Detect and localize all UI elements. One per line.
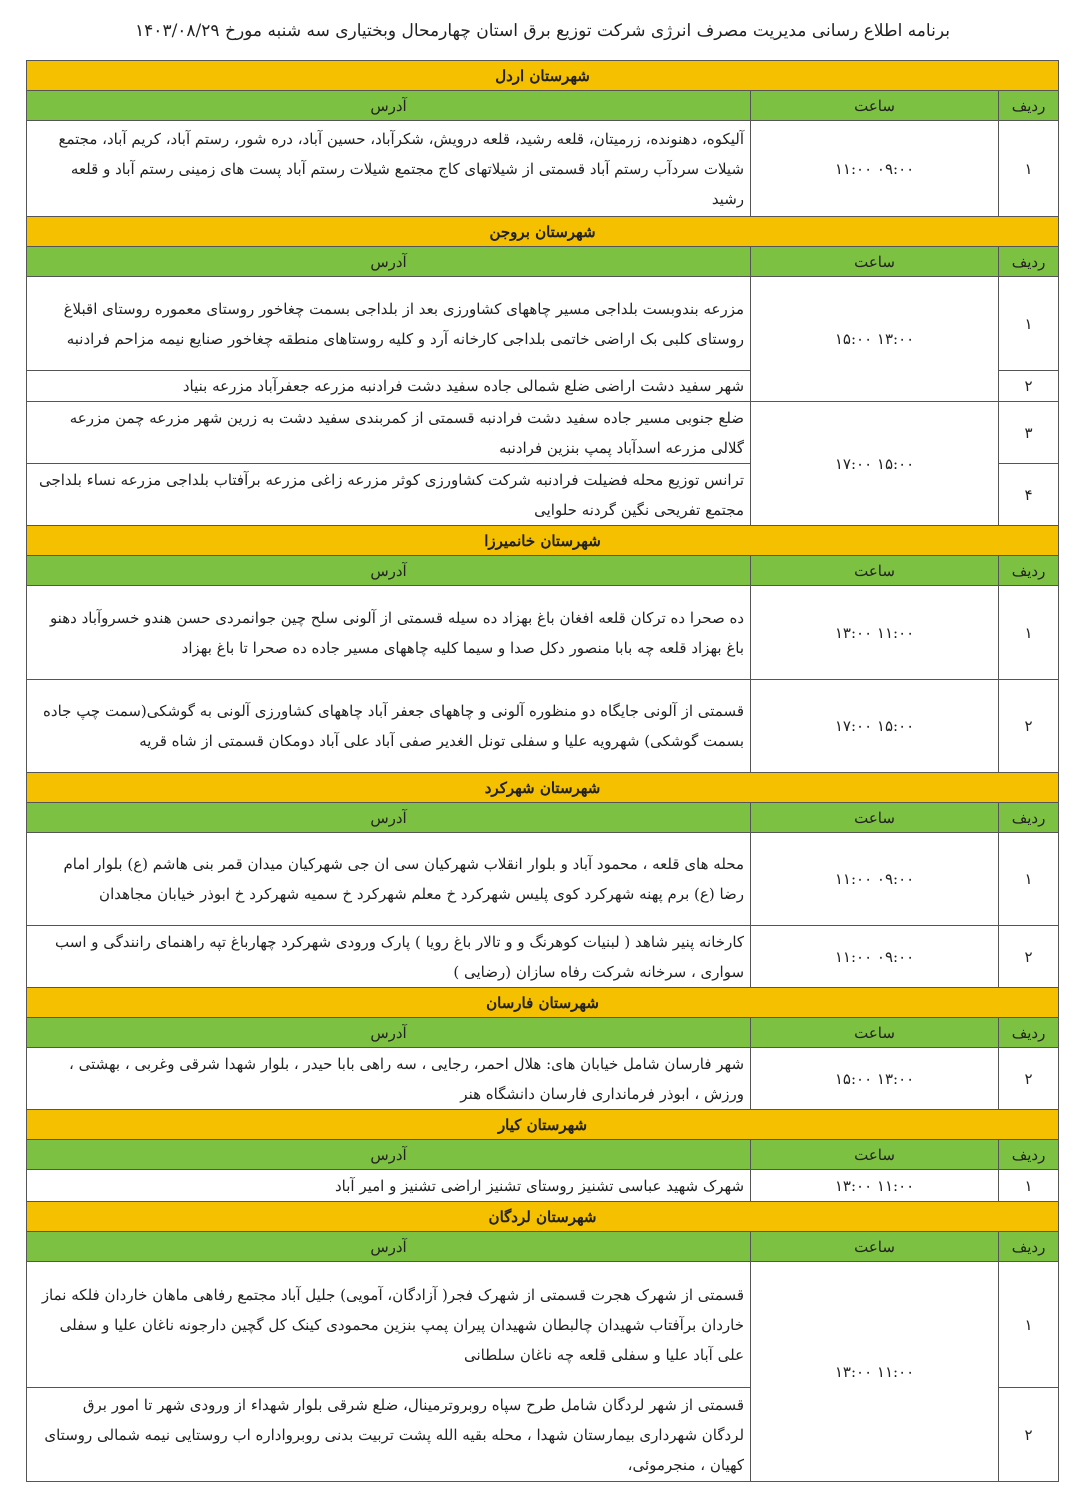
row-address: قسمتی از آلونی جایگاه دو منظوره آلونی و چاههای جعفر آباد چاههای کشاورزی آلونی به گوشکی(سمت چپ جاده بسمت گوشکی) شهرویه علیا و سفلی تونل الغدیر صفی آباد علی آباد دومکان قسمتی از شاه قریه [27, 680, 751, 773]
table-row [27, 277, 1059, 371]
col-time-header: ساعت [751, 556, 999, 586]
row-number: ۱ [999, 833, 1059, 926]
col-row-header: ردیف [999, 1232, 1059, 1262]
county-row [27, 61, 1059, 91]
county-row [27, 988, 1059, 1018]
col-row-header: ردیف [999, 91, 1059, 121]
header-row [27, 1018, 1059, 1048]
table-row [27, 833, 1059, 926]
row-time: ۱۱:۰۰ ۱۳:۰۰ [751, 1262, 999, 1482]
row-number: ۱ [999, 1170, 1059, 1202]
row-address: ترانس توزیع محله فضیلت فرادنبه شرکت کشاورزی کوثر مزرعه زاغی مزرعه برآفتاب بلداجی مزرعه نساء بلداجی مجتمع تفریحی نگین گردنه حلوایی [27, 464, 751, 526]
col-address-header: آدرس [27, 247, 751, 277]
col-address-header: آدرس [27, 556, 751, 586]
row-address: شهرک شهید عباسی تشنیز روستای تشنیز اراضی تشنیز و امیر آباد [27, 1170, 751, 1202]
row-number: ۱ [999, 121, 1059, 217]
county-row [27, 526, 1059, 556]
row-number: ۱ [999, 1262, 1059, 1388]
row-number: ۳ [999, 402, 1059, 464]
row-number: ۴ [999, 464, 1059, 526]
table-row [27, 121, 1059, 217]
row-number: ۱ [999, 586, 1059, 680]
row-number: ۱ [999, 277, 1059, 371]
row-number: ۲ [999, 1048, 1059, 1110]
county-name: شهرستان فارسان [27, 988, 1059, 1018]
col-address-header: آدرس [27, 1232, 751, 1262]
county-name: شهرستان شهرکرد [27, 773, 1059, 803]
row-address: کارخانه پنیر شاهد ( لبنیات کوهرنگ و و تالار باغ رویا ) پارک ورودی شهرکرد چهارباغ تپه راهنمای رانندگی و اسب سواری ، سرخانه شرکت رفاه سازان (رضایی ) [27, 926, 751, 988]
table-row [27, 586, 1059, 680]
row-time: ۰۹:۰۰ ۱۱:۰۰ [751, 833, 999, 926]
table-row [27, 402, 1059, 464]
col-row-header: ردیف [999, 556, 1059, 586]
header-row [27, 91, 1059, 121]
table-row [27, 926, 1059, 988]
col-time-header: ساعت [751, 1232, 999, 1262]
row-address: ضلع جنوبی مسیر جاده سفید دشت فرادنبه قسمتی از کمربندی سفید دشت به زرین شهر مزرعه چمن مزرعه گلالی مزرعه اسدآباد پمپ بنزین فرادنبه [27, 402, 751, 464]
table-row [27, 680, 1059, 773]
row-time: ۰۹:۰۰ ۱۱:۰۰ [751, 926, 999, 988]
row-address: محله های قلعه ، محمود آباد و بلوار انقلاب شهرکیان سی ان جی شهرکیان میدان قمر بنی هاشم (ع) بلوار امام رضا (ع) برم پهنه شهرکرد کوی پلیس شهرکرد خ معلم شهرکرد خ سمیه شهرکرد خ ابوذر خیابان مجاهدان [27, 833, 751, 926]
header-row [27, 247, 1059, 277]
page-title: برنامه اطلاع رسانی مدیریت مصرف انرژی شرکت توزیع برق استان چهارمحال وبختیاری سه شنبه مورخ ۱۴۰۳/۰۸/۲۹ [135, 21, 950, 41]
header-row [27, 803, 1059, 833]
row-time: ۰۹:۰۰ ۱۱:۰۰ [751, 121, 999, 217]
col-row-header: ردیف [999, 247, 1059, 277]
col-time-header: ساعت [751, 91, 999, 121]
row-time: ۱۵:۰۰ ۱۷:۰۰ [751, 402, 999, 526]
county-row [27, 1202, 1059, 1232]
row-number: ۲ [999, 680, 1059, 773]
col-row-header: ردیف [999, 1140, 1059, 1170]
row-time: ۱۳:۰۰ ۱۵:۰۰ [751, 1048, 999, 1110]
col-row-header: ردیف [999, 803, 1059, 833]
row-time: ۱۳:۰۰ ۱۵:۰۰ [751, 277, 999, 402]
schedule-table [26, 60, 1059, 1482]
table-row [27, 1170, 1059, 1202]
row-address: آلیکوه، دهنونده، زرمیتان، قلعه رشید، قلعه درویش، شکرآباد، حسین آباد، دره شور، رستم آباد، کریم آباد، مجتمع شیلات سردآب رستم آباد قسمتی از شیلاتهای کاج مجتمع شیلات رستم آباد پست های زمینی رستم آباد و قلعه رشید [27, 121, 751, 217]
row-address: قسمتی از شهر لردگان شامل طرح سپاه روبروترمینال، ضلع شرقی بلوار شهداء از ورودی شهر تا امور برق لردگان شهرداری بیمارستان شهدا ، محله بقیه الله پشت تربیت بدنی روبرواداره اب روستایی نیمه شمالی روستای کهیان ، منجرموئی، [27, 1388, 751, 1482]
col-time-header: ساعت [751, 1018, 999, 1048]
header-row [27, 1140, 1059, 1170]
row-address: شهر سفید دشت اراضی ضلع شمالی جاده سفید دشت فرادنبه مزرعه جعفرآباد مزرعه بنیاد [27, 371, 751, 402]
table-row [27, 1048, 1059, 1110]
county-name: شهرستان لردگان [27, 1202, 1059, 1232]
col-time-header: ساعت [751, 247, 999, 277]
row-number: ۲ [999, 371, 1059, 402]
header-row [27, 1232, 1059, 1262]
county-name: شهرستان خانمیرزا [27, 526, 1059, 556]
county-name: شهرستان بروجن [27, 217, 1059, 247]
row-address: شهر فارسان شامل خیابان های: هلال احمر، رجایی ، سه راهی بابا حیدر ، بلوار شهدا شرقی وغربی ، بهشتی ، ورزش ، ابوذر فرمانداری فارسان دانشگاه هنر [27, 1048, 751, 1110]
row-time: ۱۱:۰۰ ۱۳:۰۰ [751, 586, 999, 680]
col-address-header: آدرس [27, 1018, 751, 1048]
row-address: قسمتی از شهرک هجرت قسمتی از شهرک فجر( آزادگان، آمویی) جلیل آباد مجتمع رفاهی ماهان خاردان فلکه نماز خاردان برآفتاب شهیدان چالبطان شهیدان پیران پمپ بنزین محمودی کینک کل گچین دارجونه ناغان علیا و سفلی علی آباد علیا و سفلی قلعه چه ناغان سلطانی [27, 1262, 751, 1388]
row-time: ۱۵:۰۰ ۱۷:۰۰ [751, 680, 999, 773]
county-name: شهرستان اردل [27, 61, 1059, 91]
county-name: شهرستان کیار [27, 1110, 1059, 1140]
county-row [27, 217, 1059, 247]
col-row-header: ردیف [999, 1018, 1059, 1048]
row-number: ۲ [999, 1388, 1059, 1482]
county-row [27, 1110, 1059, 1140]
col-address-header: آدرس [27, 803, 751, 833]
row-address: مزرعه بندوبست بلداجی مسیر چاههای کشاورزی بعد از بلداجی بسمت چغاخور روستای معموره روستای اقبلاغ روستای کلبی بک اراضی خاتمی بلداجی کارخانه آرد و کلیه روستاهای منطقه چغاخور صنایع نیمه مزاحم فرادنبه [27, 277, 751, 371]
table-row [27, 1262, 1059, 1388]
row-address: ده صحرا ده ترکان قلعه افغان باغ بهزاد ده سیله قسمتی از آلونی سلح چین جوانمردی حسن هندو خسروآباد دهنو باغ بهزاد قلعه چه بابا منصور دکل صدا و سیما کلیه چاههای مسیر جاده ده صحرا تا باغ بهزاد [27, 586, 751, 680]
county-row [27, 773, 1059, 803]
row-number: ۲ [999, 926, 1059, 988]
col-address-header: آدرس [27, 91, 751, 121]
col-time-header: ساعت [751, 1140, 999, 1170]
col-address-header: آدرس [27, 1140, 751, 1170]
row-time: ۱۱:۰۰ ۱۳:۰۰ [751, 1170, 999, 1202]
header-row [27, 556, 1059, 586]
col-time-header: ساعت [751, 803, 999, 833]
